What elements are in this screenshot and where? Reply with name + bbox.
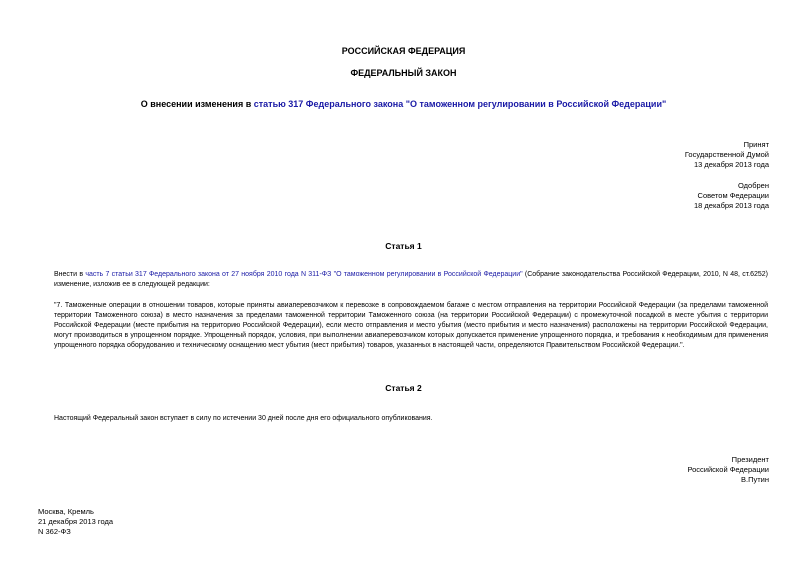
approved-date: 18 декабря 2013 года — [693, 201, 769, 210]
country-heading: РОССИЙСКАЯ ФЕДЕРАЦИЯ — [341, 46, 466, 56]
adopted-date: 13 декабря 2013 года — [693, 160, 769, 169]
approved-body: Советом Федерации — [697, 191, 769, 200]
signature-name: В.Путин — [741, 475, 769, 484]
article1-quote: "7. Таможенные операции в отношении товаров, которые приняты авиаперевозчиком к перевозке в сопровождаемом багаже с местом отправления на территории Российской Федерации (за пределами таможенной территории Таможенного союза) в место назначения за пределами таможенной территории Таможенного союза (на территории Российской Федерации) с промежуточной посадкой в месте убытия с территории Российской Федерации (месте прибытия на территорию Российской Федерации), если место отправления и место убытия (место прибытия и место назначения) расположены на территории Российской Федерации, могут производиться в упрощенном порядке. Упрощенный порядок, условия, при выполнении авиаперевозчиком которых допускается применение упрощенного порядка, и требования к необходимым для применения упрощенного порядка оборудованию и техническому оснащению мест убытия (мест прибытия) товаров, указанных в настоящей части, определяются Правительством Российской Федерации.". — [54, 302, 768, 349]
law-title-link[interactable]: статью 317 Федерального закона "О таможенном регулировании в Российской Федерации" — [253, 99, 667, 109]
law-title — [0, 99, 807, 109]
article1-intro-link[interactable]: часть 7 статьи 317 Федерального закона от 27 ноября 2010 года N 311-ФЗ "О таможенном регулировании в Российской Федерации" — [85, 271, 523, 278]
article1-intro-suffix: (Собрание законодательства Российской Федерации, 2010, N 48, ст.6252) изменение, изложив ее в следующей редакции: — [54, 271, 769, 288]
article1-heading: Статья 1 — [385, 241, 422, 251]
article1-intro — [54, 270, 768, 290]
article2-text: Настоящий Федеральный закон вступает в силу по истечении 30 дней после дня его официального опубликования. — [54, 415, 433, 422]
adopted-body: Государственной Думой — [684, 150, 769, 159]
document-type-heading: ФЕДЕРАЛЬНЫЙ ЗАКОН — [350, 68, 457, 78]
adopted-label: Принят — [743, 140, 769, 149]
article1-intro-prefix: Внести в — [54, 271, 86, 278]
approved-label: Одобрен — [738, 181, 769, 190]
footer-date: 21 декабря 2013 года — [38, 517, 114, 526]
approval-block — [694, 181, 769, 211]
adoption-block — [685, 140, 769, 170]
footer-place: Москва, Кремль — [38, 507, 94, 516]
signature-block — [687, 455, 769, 485]
article2-heading: Статья 2 — [385, 383, 422, 393]
law-title-prefix: О внесении изменения в — [140, 99, 254, 109]
footer-block — [38, 507, 113, 537]
signature-body: Российской Федерации — [687, 465, 769, 474]
footer-number: N 362-ФЗ — [38, 527, 71, 536]
signature-title: Президент — [731, 455, 769, 464]
